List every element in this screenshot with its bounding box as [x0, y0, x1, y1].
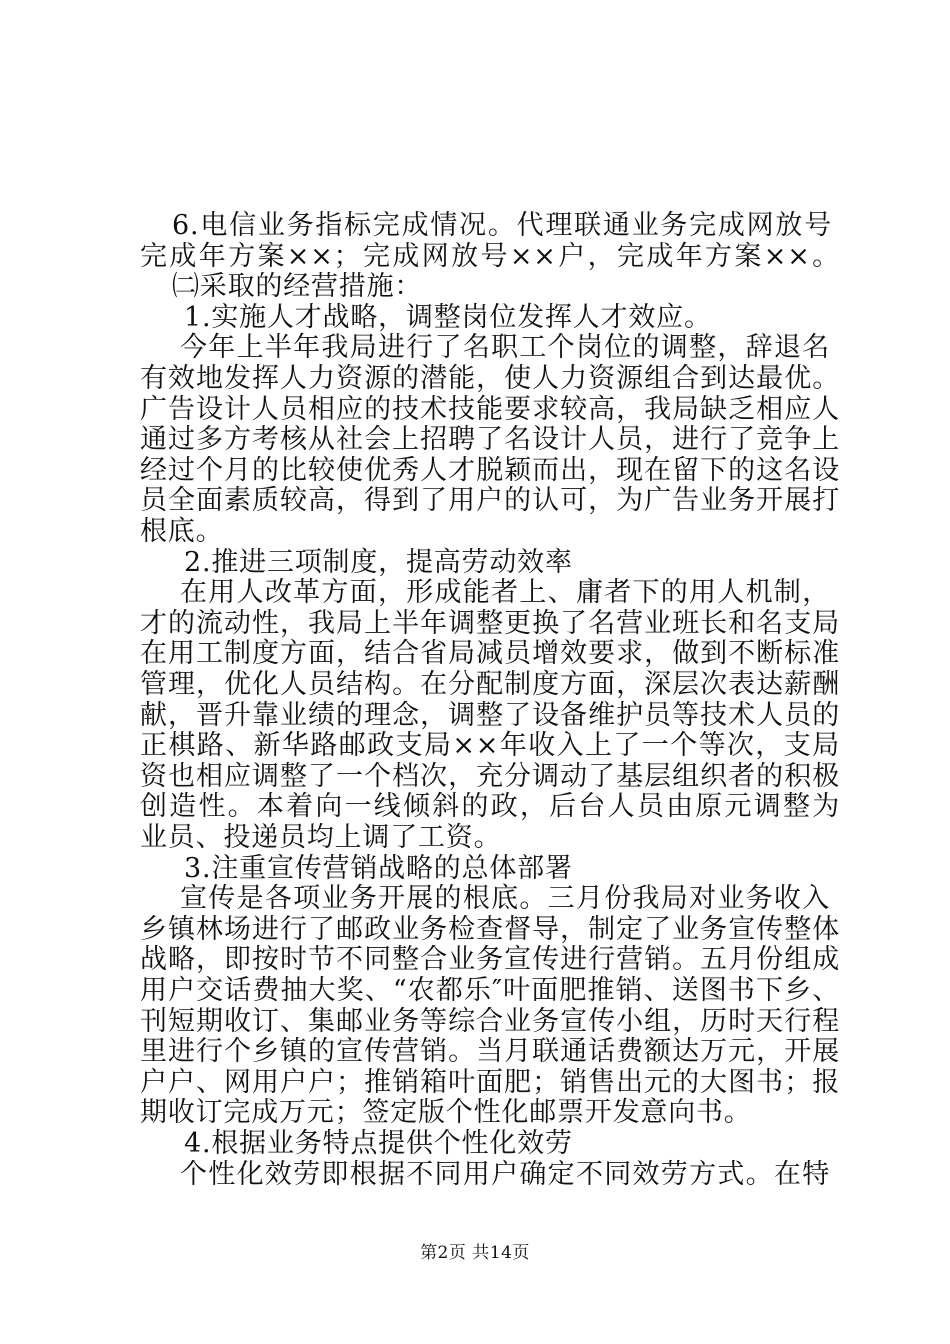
paragraph-line: 业员、投递员均上调了工资。	[140, 822, 502, 853]
paragraph-line: 战略，即按时节不同整合业务宣传进行营销。五月份组成	[140, 944, 840, 976]
paragraph-line: 献，晋升靠业绩的理念，调整了设备维护员等技术人员的	[140, 699, 840, 731]
paragraph-line: 期收订完成万元；签定版个性化邮票开发意向书。	[140, 1097, 752, 1129]
paragraph-line: 6.电信业务指标完成情况。代理联通业务完成网放号	[172, 210, 832, 241]
paragraph-line: 里进行个乡镇的宣传营销。当月联通话费额达万元，开展	[140, 1036, 840, 1068]
paragraph-line: 宣传是各项业务开展的根底。三月份我局对业务收入	[180, 883, 830, 915]
paragraph-line: 通过多方考核从社会上招聘了名设计人员，进行了竞争上	[140, 424, 840, 456]
paragraph-line: 根底。	[140, 516, 224, 547]
subsection-heading: 1.实施人才战略，调整岗位发挥人才效应。	[184, 301, 712, 333]
paragraph-line: 今年上半年我局进行了名职工个岗位的调整，辞退名	[180, 332, 830, 364]
paragraph-line: 资也相应调整了一个档次，充分调动了基层组织者的积极	[140, 760, 840, 792]
section-heading: ㈡采取的经营措施：	[172, 271, 423, 303]
paragraph-line: 乡镇林场进行了邮政业务检查督导，制定了业务宣传整体	[140, 913, 840, 945]
paragraph-line: 经过个月的比较使优秀人才脱颖而出，现在留下的这名设	[140, 454, 840, 486]
paragraph-line: 个性化效劳即根据不同用户确定不同效劳方式。在特	[180, 1158, 830, 1190]
paragraph-line: 用户交话费抽大奖、“农都乐″叶面肥推销、送图书下乡、	[140, 975, 840, 1006]
page-footer: 第2页 共14页	[420, 1243, 530, 1263]
paragraph-line: 员全面素质较高，得到了用户的认可，为广告业务开展打	[140, 485, 840, 517]
paragraph-line: 在用工制度方面，结合省局减员增效要求，做到不断标准	[140, 638, 840, 670]
subsection-heading: 2.推进三项制度，提高劳动效率	[184, 546, 573, 578]
paragraph-line: 户户、网用户户；推销箱叶面肥；销售出元的大图书；报	[140, 1066, 840, 1098]
paragraph-line: 创造性。本着向一线倾斜的政，后台人员由原元调整为	[140, 791, 840, 823]
paragraph-line: 管理，优化人员结构。在分配制度方面，深层次表达薪酬	[140, 669, 840, 700]
paragraph-line: 在用人改革方面，形成能者上、庸者下的用人机制，	[180, 577, 830, 609]
paragraph-line: 才的流动性，我局上半年调整更换了名营业班长和名支局	[140, 607, 840, 639]
paragraph-line: 有效地发挥人力资源的潜能，使人力资源组合到达最优。	[140, 363, 840, 394]
subsection-heading: 4.根据业务特点提供个性化效劳	[184, 1128, 573, 1159]
paragraph-line: 完成年方案××；完成网放号××户，完成年方案××。	[140, 240, 840, 272]
paragraph-line: 刊短期收订、集邮业务等综合业务宣传小组，历时天行程	[140, 1005, 840, 1037]
paragraph-line: 正棋路、新华路邮政支局××年收入上了一个等次，支局	[140, 730, 840, 762]
subsection-heading: 3.注重宣传营销战略的总体部署	[184, 852, 573, 884]
paragraph-line: 广告设计人员相应的技术技能要求较高，我局缺乏相应人	[140, 393, 840, 425]
